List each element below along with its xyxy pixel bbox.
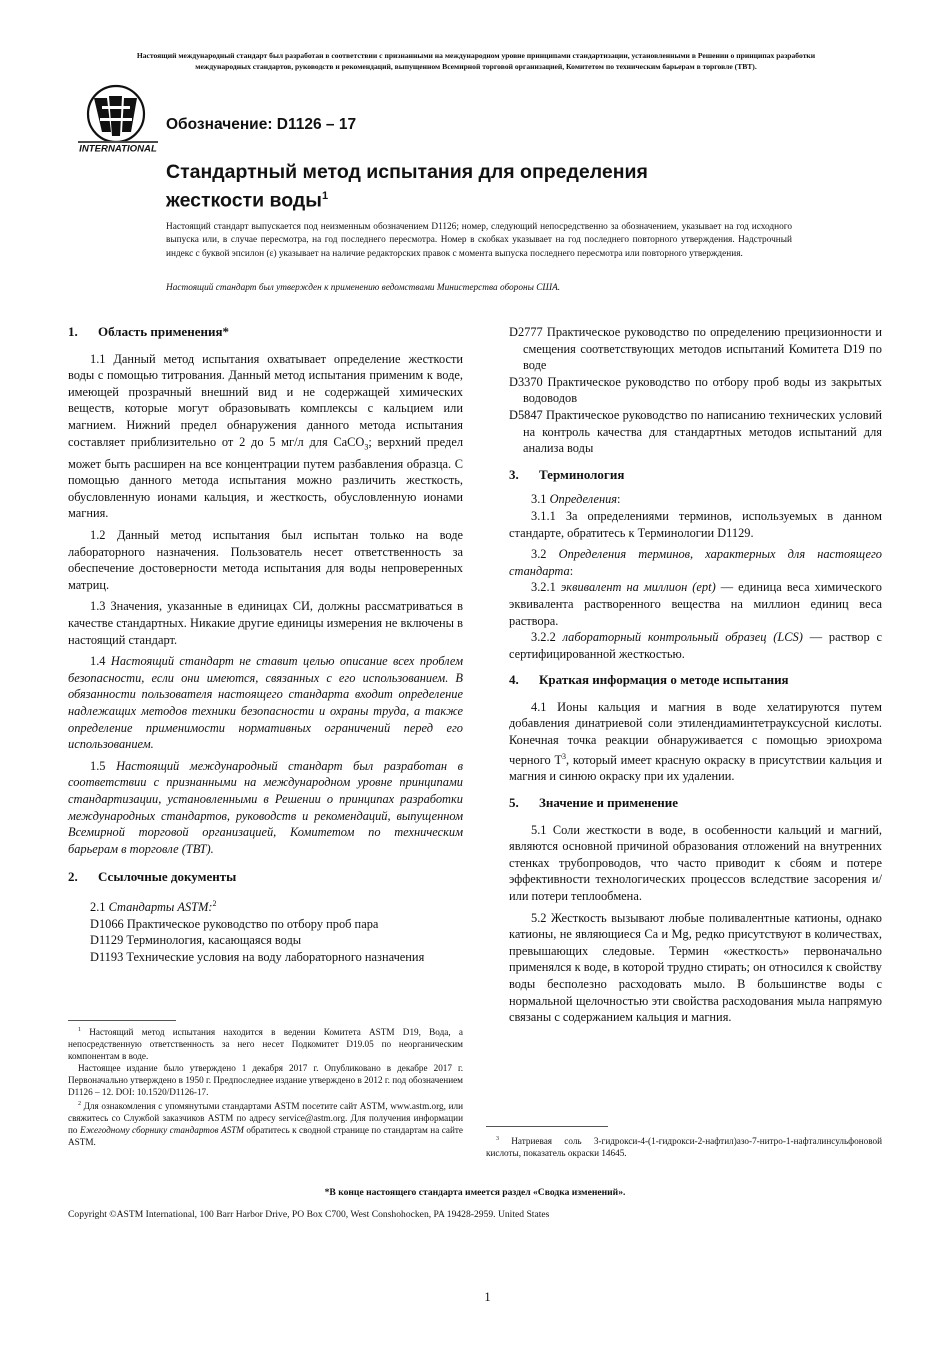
logo-text: INTERNATIONAL — [79, 143, 157, 155]
ref-d1193: D1193 Технические условия на воду лабораторного назначения — [90, 949, 425, 964]
approved-note: Настоящий стандарт был утвержден к применению ведомствами Министерства обороны США. — [166, 283, 561, 293]
section-3-heading: 3. Терминология — [509, 466, 625, 482]
left-column — [68, 324, 463, 965]
para-2-1: 2.1 Стандарты ASTM:$^2$ — [90, 898, 217, 914]
ref-d2777: D2777 Практическое руководство по определению прецизионности и смещения соответствующих методов испытаний Комитета D19 по воде — [509, 325, 882, 373]
footnote-1: $^1$ Настоящий метод испытания находится в ведении Комитета ASTM D19, Вода, а непосредственную ответственность за него несет Подкомитет D19.05 по неорганическим компонентам в воде. — [68, 1027, 463, 1062]
top-note-line2: международных стандартов, руководств и рекомендаций, выпущенном Всемирной торговой организацией, Комитетом по техническим барьерам в торговле (ТВТ). — [195, 62, 757, 71]
para-3-1: 3.1 Определения: — [531, 492, 621, 507]
para-1-2: 1.2 Данный метод испытания был испытан только на воде лабораторного назначения. Пользователь несет ответственность за обеспечение достоверности метода испытания для воды непроверенных матриц. — [68, 528, 463, 592]
copyright-notice: Copyright ©ASTM International, 100 Barr Harbor Drive, PO Box C700, West Conshohocken, PA 19428-2959. United States — [68, 1209, 550, 1220]
footnote-3: $^3$ Натриевая соль 3-гидрокси-4-(1-гидрокси-2-нафтил)азо-7-нитро-1-нафталинсульфоновой кислоты, показатель окраски 14645. — [486, 1136, 882, 1159]
summary-of-changes-note: *В конце настоящего стандарта имеется раздел «Сводка изменений». — [324, 1187, 626, 1198]
footnote-2: $^2$ Для ознакомления с упомянутыми стандартами ASTM посетите сайт ASTM, www.astm.org, или свяжитесь со Службой заказчиков ASTM по адресу service@astm.org. Для получения информации по Ежегодному сборнику стандартов ASTM обратитесь к сводной странице по стандартам на сайте ASTM. — [68, 1101, 464, 1148]
para-5-2: 5.2 Жесткость вызывают любые поливалентные катионы, однако катионы, не являющиеся Ca и Mg, редко присутствуют в количествах, превышающих следовые. Термин «жесткость» первоначально применялся к воде, в которой трудно стирать; он относился к свойству воды бесполезно расходовать мыло. В большинстве воды с нормальной щелочностью эти свойства расходования мыла напрямую связаны с содержанием кальция и магния. — [509, 910, 882, 1025]
para-1-3: 1.3 Значения, указанные в единицах СИ, должны рассматриваться в качестве стандартных. Никакие другие единицы измерения не включены в настоящий стандарт. — [68, 599, 463, 647]
right-column — [509, 324, 882, 1026]
page-number: 1 — [484, 1290, 491, 1304]
para-1-5: 1.5 Настоящий международный стандарт был разработан в соответствии с признанными на международном уровне принципами стандартизации, установленными в Решении о принципах разработки международных стандартов, руководств и рекомендаций, выпущенном Всемирной торговой организацией, Комитетом по техническим барьерам в торговле (ТВТ). — [68, 758, 463, 856]
para-1-1: 1.1 Данный метод испытания охватывает определение жесткости воды с помощью титрования. Данный метод испытания применим к воде, имеющей прозрачный внешний вид и не содержащей химических веществ, которые могут образовывать комплексы с кальцием или магнием. Нижний предел обнаружения данного метода испытания составляет приблизительно от 2 до 5 мг/л для CaCO$_3$; верхний предел может быть расширен на все концентрации путем разбавления образца. С помощью данного метода испытания можно различить жесткость, обусловленную ионами кальция, и жесткость, обусловленную ионами магния. — [68, 351, 464, 521]
para-3-2: 3.2 Определения терминов, характерных для настоящего стандарта: — [509, 547, 882, 578]
section-2-heading: 2. Ссылочные документы — [68, 869, 237, 885]
section-4-heading: 4. Краткая информация о методе испытания — [509, 672, 789, 688]
astm-logo-icon — [76, 84, 160, 156]
document-designation: Обозначение: D1126 – 17 — [166, 116, 357, 133]
para-3-2-2: 3.2.2 лабораторный контрольный образец (LCS) — раствор с сертифицированной жесткостью. — [509, 630, 883, 661]
issued-note: Настоящий стандарт выпускается под неизменным обозначением D1126; номер, следующий непосредственно за обозначением, указывает на год исходного выпуска или, в случае пересмотра, на год последнего пересмотра. Номер в скобках указывает на год последнего повторного утверждения. Надстрочный индекс с буквой эпсилон (ε) указывает на наличие редакторских правок с момента выпуска последнего пересмотра или повторного утверждения. — [166, 222, 792, 259]
footnote-1b: Настоящее издание было утверждено 1 декабря 2017 г. Опубликовано в декабре 2017 г. Первоначально утверждено в 1950 г. Предпоследнее издание утверждено в 2012 г. под обозначением D1126 – 12. DOI: 10.1520/D1126-17. — [68, 1063, 463, 1098]
para-3-1-1: 3.1.1 За определениями терминов, используемых в данном стандарте, обратитесь к Терминологии D1129. — [509, 508, 882, 540]
ref-d5847: D5847 Практическое руководство по написанию технических условий на контроль качества для стандартных методов испытаний для анализа воды — [509, 407, 882, 456]
title-footnote-ref: 1 — [321, 190, 329, 202]
section-5-heading: 5. Значение и применение — [509, 794, 679, 810]
para-5-1: 5.1 Соли жесткости в воде, в особенности кальций и магний, являются основной причиной образования отложений на внутренних стенках трубопроводов, что часто приводит к сбоям и потере эффективности технологических процессов вследствие засорения и/или потери теплообмена. — [509, 822, 882, 903]
footnote-rule-left — [68, 1020, 176, 1021]
footnotes-right — [486, 1133, 882, 1159]
footnote-rule-right — [486, 1126, 608, 1127]
top-note — [70, 50, 882, 72]
ref-d1066: D1066 Практическое руководство по отбору проб пара — [90, 916, 379, 931]
para-4-1: 4.1 Ионы кальция и магния в воде хелатируются путем добавления динатриевой соли этилендиаминтетрауксусной кислоты. Конечная точка реакции обнаруживается с помощью эриохрома черного $Т^3$, который имеет красную окраску в присутствии кальция и магния и синюю окраску при их удалении. — [509, 699, 882, 784]
para-1-4: 1.4 Настоящий стандарт не ставит целью описание всех проблем безопасности, если они имеются, связанных с его использованием. В обязанности пользователя настоящего стандарта входит определение надлежащих методов техники безопасности и охраны труда, а также определение применимости нормативных ограничений перед его использованием. — [68, 654, 463, 752]
para-3-2-1: 3.2.1 эквивалент на миллион (ept) — единица веса химического эквивалента растворенного вещества на миллион единиц веса раствора. — [509, 580, 882, 628]
footnotes-left — [68, 1024, 463, 1148]
document-title — [166, 160, 766, 213]
section-1-heading: 1. Область применения* — [68, 324, 229, 339]
title-line1: Стандартный метод испытания для определения — [166, 161, 648, 183]
ref-d1129: D1129 Терминология, касающаяся воды — [90, 933, 302, 948]
ref-d3370: D3370 Практическое руководство по отбору проб воды из закрытых водоводов — [509, 374, 882, 406]
top-note-line1: Настоящий международный стандарт был разработан в соответствии с признанными на международном уровне принципами стандартизации, установленными в Решении о принципах разработки — [136, 51, 816, 60]
title-line2: жесткости воды — [166, 189, 322, 212]
